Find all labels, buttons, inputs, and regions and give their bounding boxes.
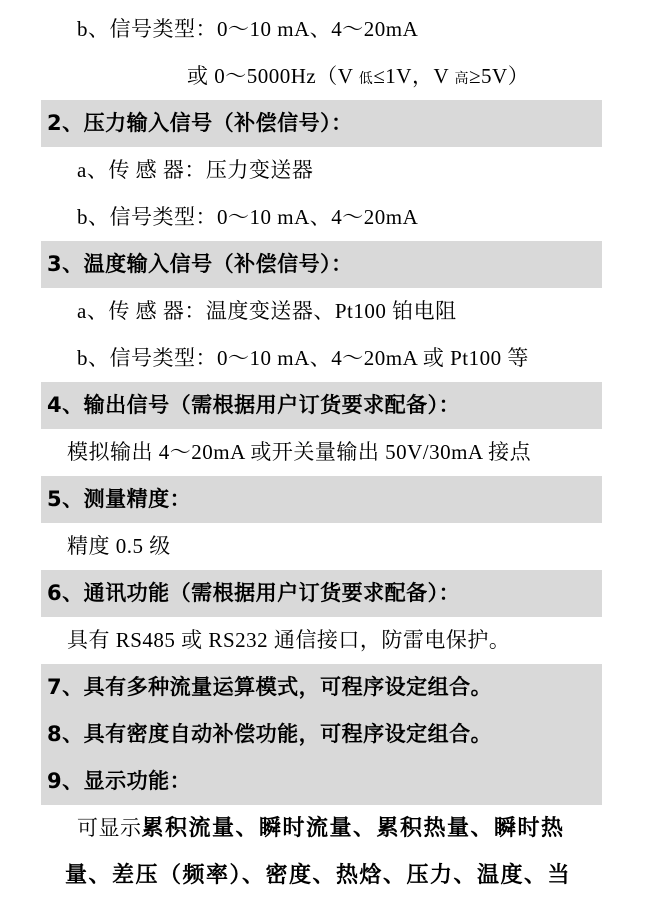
body-line — [0, 617, 667, 664]
text-run: 精度 0.5 级 — [67, 534, 171, 558]
body-line — [0, 6, 667, 53]
text-run: b、信号类型：0～10 mA、4～20mA 或 Pt100 等 — [77, 346, 529, 370]
section-heading — [41, 664, 602, 711]
text-run: 可显示 — [77, 816, 142, 840]
body-line — [0, 335, 667, 382]
text-run: ≥5V） — [469, 64, 530, 88]
section-heading — [41, 758, 602, 805]
body-line — [0, 805, 667, 852]
body-line — [0, 147, 667, 194]
section-heading — [41, 476, 602, 523]
section-heading — [41, 570, 602, 617]
section-heading — [41, 711, 602, 758]
text-run: 7、具有多种流量运算模式，可程序设定组合。 — [47, 675, 493, 699]
text-run: a、传 感 器：压力变送器 — [77, 158, 314, 182]
text-run: 模拟输出 4～20mA 或开关量输出 50V/30mA 接点 — [67, 440, 532, 464]
text-run: 5、测量精度： — [47, 487, 192, 511]
text-run: ≤1V，V — [373, 64, 455, 88]
text-run: a、传 感 器：温度变送器、Pt100 铂电阻 — [77, 299, 457, 323]
body-line — [0, 523, 667, 570]
body-line — [0, 852, 667, 899]
section-heading — [41, 241, 602, 288]
text-run: b、信号类型：0～10 mA、4～20mA — [77, 17, 419, 41]
text-run: 3、温度输入信号（补偿信号）： — [47, 252, 353, 276]
text-run: 或 0～5000Hz（V — [187, 64, 359, 88]
text-run: 具有 RS485 或 RS232 通信接口，防雷电保护。 — [67, 628, 511, 652]
text-run: 8、具有密度自动补偿功能，可程序设定组合。 — [47, 722, 493, 746]
text-run: 2、压力输入信号（补偿信号）： — [47, 111, 353, 135]
text-run: 4、输出信号（需根据用户订货要求配备）： — [47, 393, 461, 417]
section-heading — [41, 382, 602, 429]
section-heading — [41, 100, 602, 147]
text-run: 6、通讯功能（需根据用户订货要求配备）： — [47, 581, 461, 605]
subscript-text-run: 低 — [358, 72, 374, 87]
body-line — [0, 194, 667, 241]
body-line — [0, 53, 667, 100]
text-run: b、信号类型：0～10 mA、4～20mA — [77, 205, 419, 229]
bold-text-run: 累积流量、瞬时流量、累积热量、瞬时热 — [141, 816, 565, 841]
text-run: 9、显示功能： — [47, 769, 192, 793]
bold-text-run: 量、差压（频率）、密度、热焓、压力、温度、当 — [65, 863, 572, 888]
subscript-text-run: 高 — [454, 72, 470, 87]
body-line — [0, 288, 667, 335]
body-line — [0, 429, 667, 476]
